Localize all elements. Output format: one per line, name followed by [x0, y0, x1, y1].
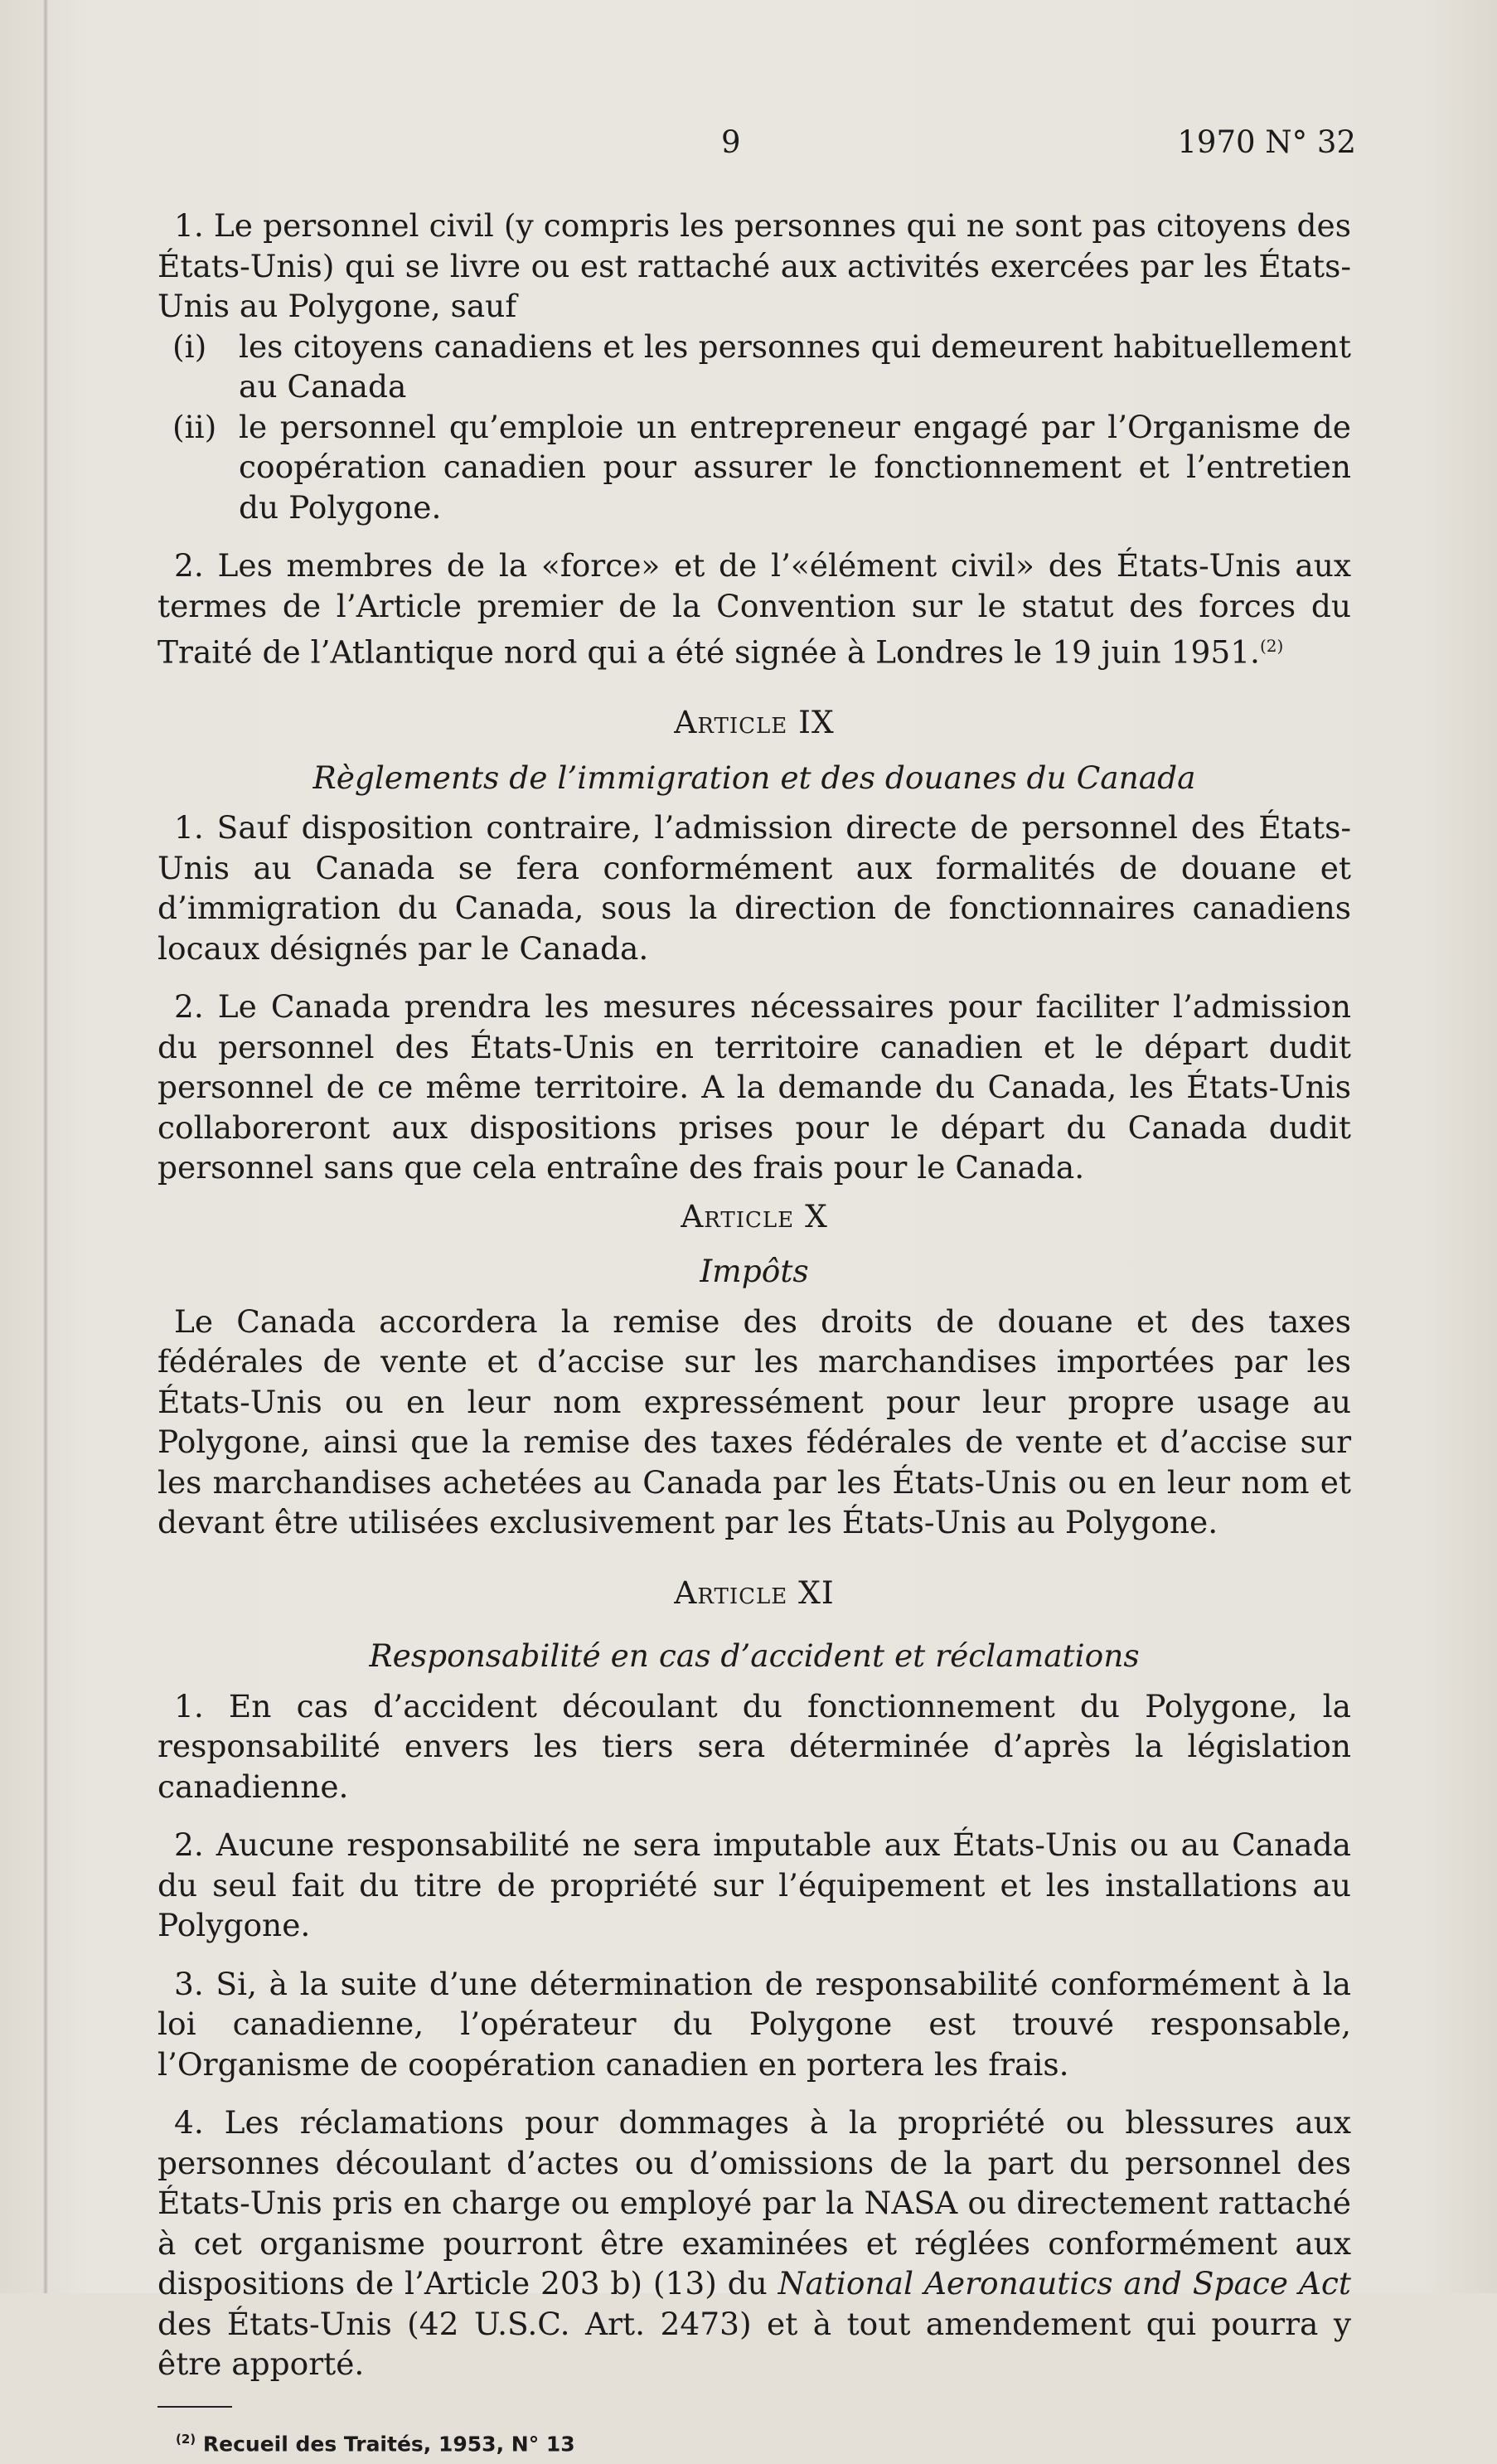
paragraph-force-membres: [157, 546, 1351, 672]
body-text: [157, 206, 1351, 2464]
article-subheading: Règlements de l’immigration et des douanes du Canada: [157, 758, 1351, 798]
act-title: National Aeronautics and Space Act: [778, 2265, 1351, 2302]
list-label: (i): [172, 327, 206, 367]
paragraph-text: 2. Les membres de la «force» et de l’«élément civil» des États-Unis aux termes de l’Article premier de la Convention sur le statut des forces du Traité de l’Atlantique nord qui a été signée à Londres le 19 juin 1951.: [157, 547, 1351, 671]
paragraph: 1. Sauf disposition contraire, l’admission directe de personnel des États-Unis au Canada se fera conformément aux formalités de douane et d’immigration du Canada, sous la direction de fonctionnaires canadiens locaux désignés par le Canada.: [157, 808, 1351, 968]
footnote-divider: [157, 2406, 232, 2408]
paragraph-reclamations: [157, 2103, 1351, 2384]
footnote-marker: (2): [176, 2432, 196, 2447]
paragraph: 2. Le Canada prendra les mesures nécessaires pour faciliter l’admission du personnel des États-Unis en territoire canadien et le départ dudit personnel de ce même territoire. A la demande du Canada, les États-Unis collaboreront aux dispositions prises pour le départ du Canada dudit personnel sans que cela entraîne des frais pour le Canada.: [157, 987, 1351, 1188]
footnote-reference: (2): [1260, 636, 1283, 656]
list-item-i: [157, 327, 1351, 407]
document-reference: 1970 N° 32: [1177, 124, 1356, 160]
article-subheading: Responsabilité en cas d’accident et réclamations: [157, 1636, 1351, 1676]
paragraph-personnel-civil: 1. Le personnel civil (y compris les personnes qui ne sont pas citoyens des États-Unis) qui se livre ou est rattaché aux activités exercées par les États-Unis au Polygone, sauf: [157, 206, 1351, 327]
paragraph-text: des États-Unis (42 U.S.C. Art. 2473) et à tout amendement qui pourra y être apporté.: [157, 2306, 1351, 2383]
article-heading: Article XI: [157, 1573, 1351, 1613]
page-header: [0, 124, 1497, 174]
list-label: (ii): [172, 407, 216, 448]
page-number: 9: [721, 124, 741, 160]
paragraph: 3. Si, à la suite d’une détermination de responsabilité conformément à la loi canadienne, l’opérateur du Polygone est trouvé responsable, l’Organisme de coopération canadien en portera les frais.: [157, 1964, 1351, 2085]
paragraph: 2. Aucune responsabilité ne sera imputable aux États-Unis ou au Canada du seul fait du titre de propriété sur l’équipement et les installations au Polygone.: [157, 1825, 1351, 1946]
footnote: [176, 2419, 1351, 2464]
list-text: le personnel qu’emploie un entrepreneur engagé par l’Organisme de coopération canadien pour assurer le fonctionnement et l’entretien du Polygone.: [239, 409, 1351, 526]
footnote-text: Recueil des Traités, 1953, N° 13: [203, 2432, 575, 2456]
article-subheading: Impôts: [157, 1251, 1351, 1292]
list-item-ii: [157, 407, 1351, 528]
list-text: les citoyens canadiens et les personnes qui demeurent habituellement au Canada: [239, 328, 1351, 405]
paragraph-text: 4. Les réclamations pour dommages à la propriété ou blessures aux personnes découlant d’actes ou d’omissions de la part du personnel des États-Unis pris en charge ou employé par la NASA ou directement rattaché à cet organisme pourront être examinées et réglées conformément aux dispositions de l’Article 203 b) (13) du: [157, 2104, 1351, 2302]
paragraph: 1. En cas d’accident découlant du fonctionnement du Polygone, la responsabilité envers les tiers sera déterminée d’après la législation canadienne.: [157, 1686, 1351, 1807]
binding-edge: [43, 0, 48, 2293]
article-heading: Article IX: [157, 702, 1351, 743]
paragraph: Le Canada accordera la remise des droits de douane et des taxes fédérales de vente et d’accise sur les marchandises importées par les États-Unis ou en leur nom expressément pour leur propre usage au Polygone, ainsi que la remise des taxes fédérales de vente et d’accise sur les marchandises achetées au Canada par les États-Unis ou en leur nom et devant être utilisées exclusivement par les États-Unis au Polygone.: [157, 1302, 1351, 1543]
article-heading: Article X: [157, 1196, 1351, 1237]
